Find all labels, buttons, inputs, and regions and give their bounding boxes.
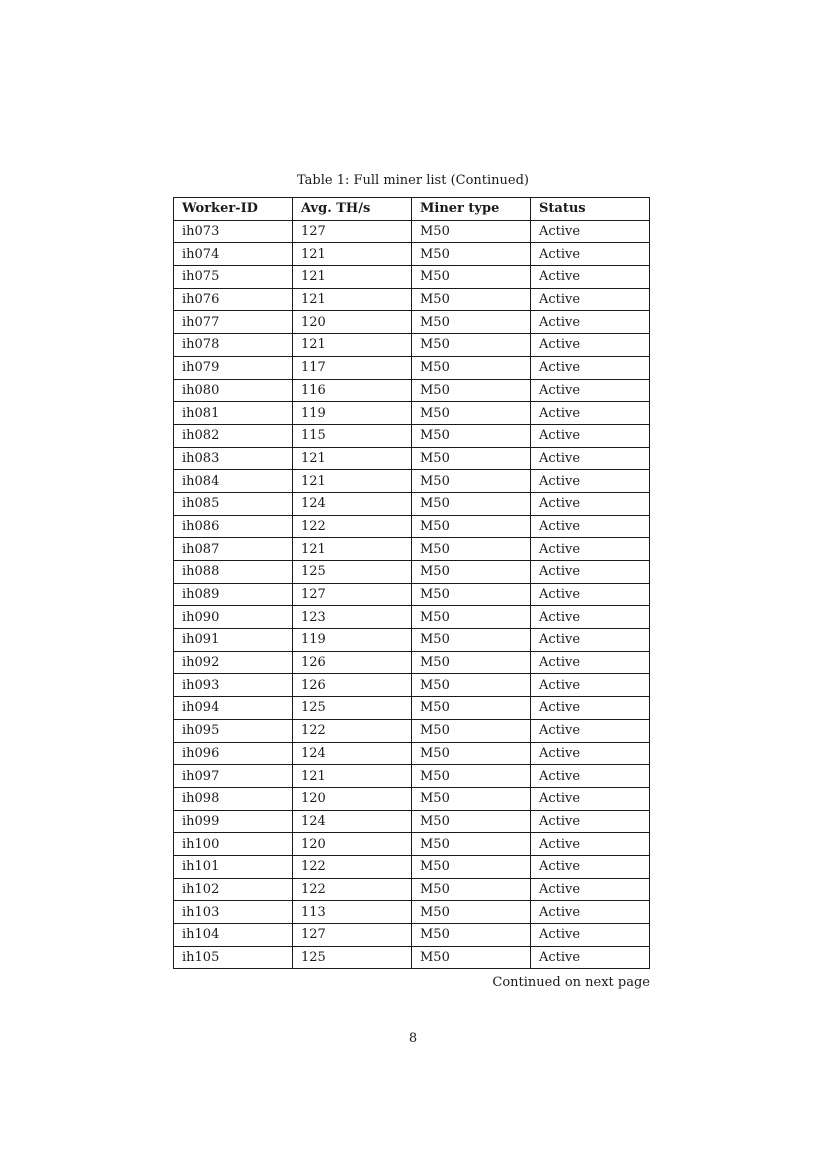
avg-ths-cell: 120 bbox=[293, 311, 412, 334]
status-cell: Active bbox=[531, 810, 650, 833]
status-cell: Active bbox=[531, 924, 650, 947]
miner-type-cell: M50 bbox=[412, 538, 531, 561]
status-cell: Active bbox=[531, 447, 650, 470]
worker-id-cell: ih101 bbox=[174, 855, 293, 878]
miner-type-cell: M50 bbox=[412, 878, 531, 901]
avg-ths-cell: 117 bbox=[293, 356, 412, 379]
table-header-row bbox=[174, 198, 650, 221]
miner-type-cell: M50 bbox=[412, 243, 531, 266]
column-header-worker-id: Worker-ID bbox=[174, 198, 293, 221]
avg-ths-cell: 119 bbox=[293, 402, 412, 425]
table-row bbox=[174, 288, 650, 311]
status-cell: Active bbox=[531, 538, 650, 561]
table-row bbox=[174, 878, 650, 901]
table-row bbox=[174, 356, 650, 379]
status-cell: Active bbox=[531, 833, 650, 856]
avg-ths-cell: 121 bbox=[293, 447, 412, 470]
avg-ths-cell: 125 bbox=[293, 561, 412, 584]
avg-ths-cell: 122 bbox=[293, 719, 412, 742]
status-cell: Active bbox=[531, 674, 650, 697]
table-row bbox=[174, 765, 650, 788]
avg-ths-cell: 120 bbox=[293, 833, 412, 856]
avg-ths-cell: 124 bbox=[293, 742, 412, 765]
miner-type-cell: M50 bbox=[412, 697, 531, 720]
table-row bbox=[174, 492, 650, 515]
miner-type-cell: M50 bbox=[412, 561, 531, 584]
miner-table-body bbox=[174, 220, 650, 969]
status-cell: Active bbox=[531, 946, 650, 969]
avg-ths-cell: 124 bbox=[293, 492, 412, 515]
worker-id-cell: ih088 bbox=[174, 561, 293, 584]
worker-id-cell: ih091 bbox=[174, 629, 293, 652]
avg-ths-cell: 127 bbox=[293, 924, 412, 947]
miner-type-cell: M50 bbox=[412, 833, 531, 856]
avg-ths-cell: 121 bbox=[293, 538, 412, 561]
worker-id-cell: ih080 bbox=[174, 379, 293, 402]
status-cell: Active bbox=[531, 651, 650, 674]
miner-type-cell: M50 bbox=[412, 379, 531, 402]
table-row bbox=[174, 742, 650, 765]
status-cell: Active bbox=[531, 901, 650, 924]
miner-type-cell: M50 bbox=[412, 288, 531, 311]
status-cell: Active bbox=[531, 606, 650, 629]
avg-ths-cell: 126 bbox=[293, 651, 412, 674]
avg-ths-cell: 124 bbox=[293, 810, 412, 833]
status-cell: Active bbox=[531, 424, 650, 447]
table-row bbox=[174, 470, 650, 493]
worker-id-cell: ih100 bbox=[174, 833, 293, 856]
worker-id-cell: ih078 bbox=[174, 334, 293, 357]
avg-ths-cell: 121 bbox=[293, 470, 412, 493]
worker-id-cell: ih097 bbox=[174, 765, 293, 788]
table-row bbox=[174, 946, 650, 969]
status-cell: Active bbox=[531, 878, 650, 901]
status-cell: Active bbox=[531, 583, 650, 606]
miner-type-cell: M50 bbox=[412, 583, 531, 606]
table-row bbox=[174, 402, 650, 425]
avg-ths-cell: 126 bbox=[293, 674, 412, 697]
avg-ths-cell: 120 bbox=[293, 787, 412, 810]
table-row bbox=[174, 538, 650, 561]
worker-id-cell: ih099 bbox=[174, 810, 293, 833]
worker-id-cell: ih081 bbox=[174, 402, 293, 425]
avg-ths-cell: 121 bbox=[293, 288, 412, 311]
miner-type-cell: M50 bbox=[412, 606, 531, 629]
table-row bbox=[174, 220, 650, 243]
worker-id-cell: ih077 bbox=[174, 311, 293, 334]
worker-id-cell: ih085 bbox=[174, 492, 293, 515]
column-header-avg-ths: Avg. TH/s bbox=[293, 198, 412, 221]
worker-id-cell: ih082 bbox=[174, 424, 293, 447]
avg-ths-cell: 121 bbox=[293, 334, 412, 357]
table-row bbox=[174, 334, 650, 357]
column-header-status: Status bbox=[531, 198, 650, 221]
worker-id-cell: ih074 bbox=[174, 243, 293, 266]
avg-ths-cell: 125 bbox=[293, 697, 412, 720]
miner-type-cell: M50 bbox=[412, 447, 531, 470]
miner-type-cell: M50 bbox=[412, 901, 531, 924]
table-row bbox=[174, 901, 650, 924]
table-row bbox=[174, 674, 650, 697]
table-row bbox=[174, 787, 650, 810]
miner-table bbox=[173, 197, 650, 969]
miner-type-cell: M50 bbox=[412, 855, 531, 878]
status-cell: Active bbox=[531, 402, 650, 425]
avg-ths-cell: 116 bbox=[293, 379, 412, 402]
status-cell: Active bbox=[531, 220, 650, 243]
status-cell: Active bbox=[531, 356, 650, 379]
page-number: 8 bbox=[408, 1031, 418, 1046]
table-row bbox=[174, 379, 650, 402]
miner-type-cell: M50 bbox=[412, 924, 531, 947]
table-row bbox=[174, 561, 650, 584]
worker-id-cell: ih093 bbox=[174, 674, 293, 697]
worker-id-cell: ih105 bbox=[174, 946, 293, 969]
worker-id-cell: ih096 bbox=[174, 742, 293, 765]
miner-type-cell: M50 bbox=[412, 266, 531, 289]
table-row bbox=[174, 855, 650, 878]
avg-ths-cell: 122 bbox=[293, 878, 412, 901]
worker-id-cell: ih089 bbox=[174, 583, 293, 606]
status-cell: Active bbox=[531, 742, 650, 765]
table-row bbox=[174, 515, 650, 538]
miner-type-cell: M50 bbox=[412, 742, 531, 765]
worker-id-cell: ih104 bbox=[174, 924, 293, 947]
table-row bbox=[174, 606, 650, 629]
status-cell: Active bbox=[531, 697, 650, 720]
column-header-miner-type: Miner type bbox=[412, 198, 531, 221]
worker-id-cell: ih098 bbox=[174, 787, 293, 810]
worker-id-cell: ih092 bbox=[174, 651, 293, 674]
continued-note: Continued on next page bbox=[492, 975, 650, 990]
worker-id-cell: ih090 bbox=[174, 606, 293, 629]
status-cell: Active bbox=[531, 266, 650, 289]
table-row bbox=[174, 583, 650, 606]
miner-type-cell: M50 bbox=[412, 220, 531, 243]
miner-type-cell: M50 bbox=[412, 719, 531, 742]
table-row bbox=[174, 311, 650, 334]
table-row bbox=[174, 697, 650, 720]
avg-ths-cell: 127 bbox=[293, 220, 412, 243]
avg-ths-cell: 122 bbox=[293, 515, 412, 538]
miner-type-cell: M50 bbox=[412, 810, 531, 833]
worker-id-cell: ih083 bbox=[174, 447, 293, 470]
worker-id-cell: ih079 bbox=[174, 356, 293, 379]
worker-id-cell: ih073 bbox=[174, 220, 293, 243]
status-cell: Active bbox=[531, 379, 650, 402]
table-row bbox=[174, 447, 650, 470]
worker-id-cell: ih075 bbox=[174, 266, 293, 289]
miner-type-cell: M50 bbox=[412, 674, 531, 697]
status-cell: Active bbox=[531, 765, 650, 788]
table-row bbox=[174, 719, 650, 742]
status-cell: Active bbox=[531, 492, 650, 515]
miner-type-cell: M50 bbox=[412, 515, 531, 538]
table-row bbox=[174, 629, 650, 652]
miner-type-cell: M50 bbox=[412, 946, 531, 969]
miner-type-cell: M50 bbox=[412, 356, 531, 379]
worker-id-cell: ih076 bbox=[174, 288, 293, 311]
worker-id-cell: ih095 bbox=[174, 719, 293, 742]
status-cell: Active bbox=[531, 629, 650, 652]
status-cell: Active bbox=[531, 470, 650, 493]
status-cell: Active bbox=[531, 243, 650, 266]
avg-ths-cell: 127 bbox=[293, 583, 412, 606]
miner-type-cell: M50 bbox=[412, 424, 531, 447]
worker-id-cell: ih084 bbox=[174, 470, 293, 493]
table-row bbox=[174, 651, 650, 674]
miner-type-cell: M50 bbox=[412, 492, 531, 515]
table-row bbox=[174, 243, 650, 266]
avg-ths-cell: 113 bbox=[293, 901, 412, 924]
worker-id-cell: ih102 bbox=[174, 878, 293, 901]
worker-id-cell: ih094 bbox=[174, 697, 293, 720]
miner-type-cell: M50 bbox=[412, 629, 531, 652]
table-row bbox=[174, 266, 650, 289]
avg-ths-cell: 123 bbox=[293, 606, 412, 629]
avg-ths-cell: 122 bbox=[293, 855, 412, 878]
miner-type-cell: M50 bbox=[412, 787, 531, 810]
status-cell: Active bbox=[531, 787, 650, 810]
status-cell: Active bbox=[531, 311, 650, 334]
status-cell: Active bbox=[531, 515, 650, 538]
table-row bbox=[174, 424, 650, 447]
miner-type-cell: M50 bbox=[412, 470, 531, 493]
table-row bbox=[174, 833, 650, 856]
miner-type-cell: M50 bbox=[412, 765, 531, 788]
avg-ths-cell: 125 bbox=[293, 946, 412, 969]
avg-ths-cell: 115 bbox=[293, 424, 412, 447]
miner-type-cell: M50 bbox=[412, 334, 531, 357]
status-cell: Active bbox=[531, 288, 650, 311]
miner-type-cell: M50 bbox=[412, 402, 531, 425]
avg-ths-cell: 121 bbox=[293, 765, 412, 788]
table-row bbox=[174, 810, 650, 833]
table-row bbox=[174, 924, 650, 947]
avg-ths-cell: 119 bbox=[293, 629, 412, 652]
avg-ths-cell: 121 bbox=[293, 266, 412, 289]
worker-id-cell: ih086 bbox=[174, 515, 293, 538]
status-cell: Active bbox=[531, 561, 650, 584]
miner-type-cell: M50 bbox=[412, 311, 531, 334]
worker-id-cell: ih087 bbox=[174, 538, 293, 561]
status-cell: Active bbox=[531, 855, 650, 878]
status-cell: Active bbox=[531, 334, 650, 357]
status-cell: Active bbox=[531, 719, 650, 742]
worker-id-cell: ih103 bbox=[174, 901, 293, 924]
avg-ths-cell: 121 bbox=[293, 243, 412, 266]
miner-type-cell: M50 bbox=[412, 651, 531, 674]
table-caption: Table 1: Full miner list (Continued) bbox=[296, 173, 529, 188]
